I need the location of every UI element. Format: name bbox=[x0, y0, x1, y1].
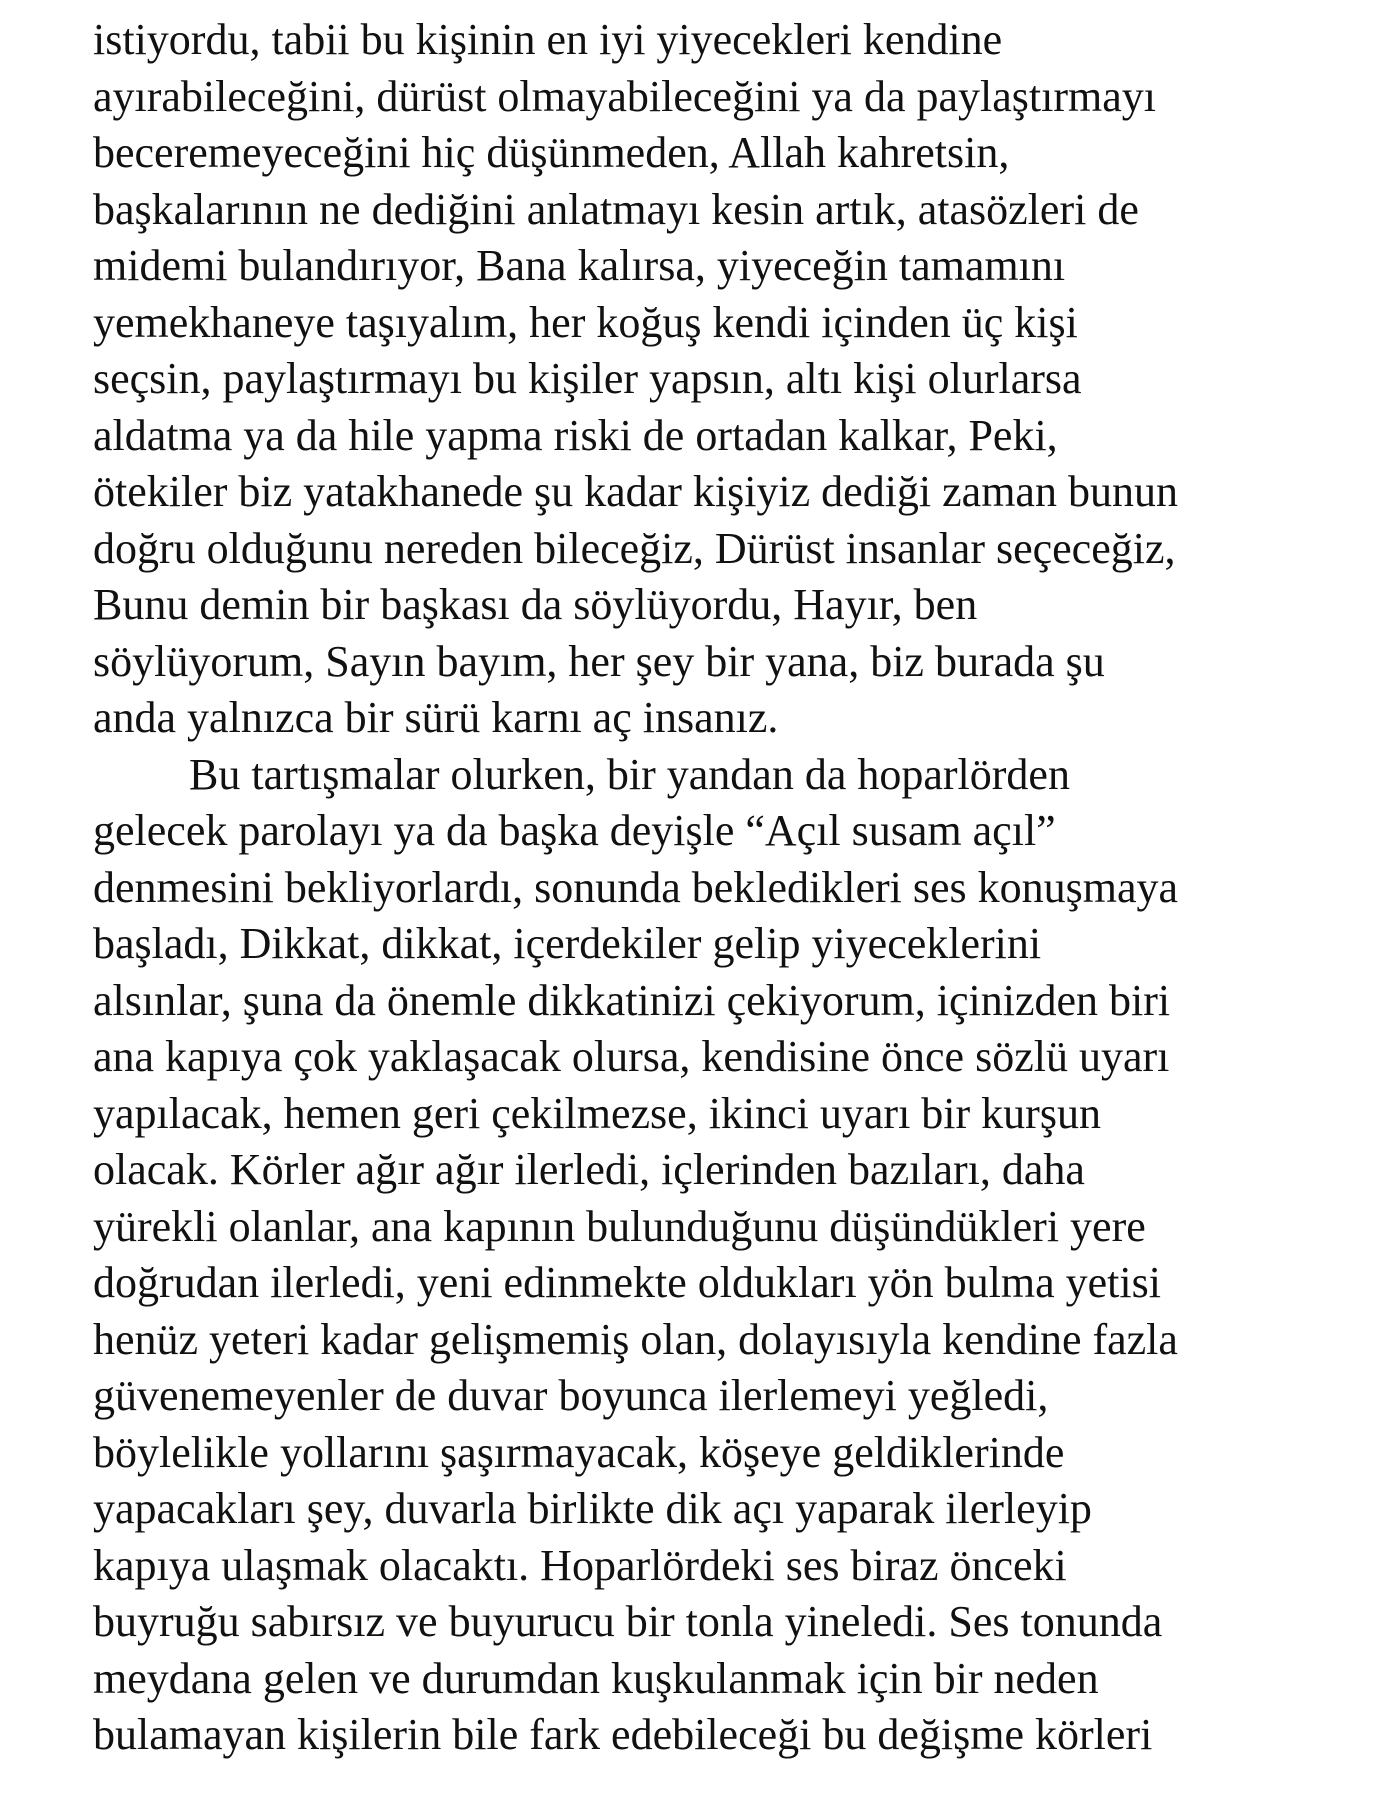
text-line: gelecek parolayı ya da başka deyişle “Açıl susam açıl” bbox=[93, 806, 1056, 855]
text-line: alsınlar, şuna da önemle dikkatinizi çekiyorum, içinizden biri bbox=[93, 975, 1171, 1025]
text-line: beceremeyeceğini hiç düşünmeden, Allah kahretsin, bbox=[93, 128, 1010, 177]
text-line: güvenemeyenler de duvar boyunca ilerlemeyi yeğledi, bbox=[93, 1371, 1049, 1420]
text-line: yürekli olanlar, ana kapının bulunduğunu düşündükleri yere bbox=[93, 1201, 1146, 1251]
text-line: kapıya ulaşmak olacaktı. Hoparlördeki ses biraz önceki bbox=[93, 1540, 1067, 1590]
text-line: buyruğu sabırsız ve buyurucu bir tonla yineledi. Ses tonunda bbox=[93, 1597, 1163, 1646]
text-line: midemi bulandırıyor, Bana kalırsa, yiyeceğin tamamını bbox=[93, 241, 1066, 290]
text-line: başladı, Dikkat, dikkat, içerdekiler gelip yiyeceklerini bbox=[93, 919, 1042, 968]
paragraph-start-line: Bu tartışmalar olurken, bir yandan da hoparlörden bbox=[189, 749, 1070, 799]
text-line: aldatma ya da hile yapma riski de ortadan kalkar, Peki, bbox=[93, 410, 1058, 460]
text-line: Bunu demin bir başkası da söylüyordu, Hayır, ben bbox=[93, 580, 978, 629]
text-line: başkalarının ne dediğini anlatmayı kesin artık, atasözleri de bbox=[93, 184, 1139, 234]
text-line: yapılacak, hemen geri çekilmezse, ikinci uyarı bir kurşun bbox=[93, 1088, 1101, 1138]
text-line: yapacakları şey, duvarla birlikte dik açı yaparak ilerleyip bbox=[93, 1484, 1092, 1533]
text-line: ana kapıya çok yaklaşacak olursa, kendisine önce sözlü uyarı bbox=[93, 1032, 1170, 1081]
text-line: söylüyorum, Sayın bayım, her şey bir yana, biz burada şu bbox=[93, 636, 1105, 686]
text-line: istiyordu, tabii bu kişinin en iyi yiyecekleri kendine bbox=[93, 15, 1003, 64]
text-line: ötekiler biz yatakhanede şu kadar kişiyiz dediği zaman bunun bbox=[93, 467, 1178, 516]
document-page bbox=[93, 12, 1323, 1764]
text-line: doğrudan ilerledi, yeni edinmekte oldukları yön bulma yetisi bbox=[93, 1258, 1161, 1307]
text-line: yemekhaneye taşıyalım, her koğuş kendi içinden üç kişi bbox=[93, 297, 1078, 347]
text-line: denmesini bekliyorlardı, sonunda bekledikleri ses konuşmaya bbox=[93, 862, 1179, 912]
text-line: henüz yeteri kadar gelişmemiş olan, dolayısıyla kendine fazla bbox=[93, 1314, 1178, 1364]
text-line: olacak. Körler ağır ağır ilerledi, içlerinden bazıları, daha bbox=[93, 1145, 1085, 1194]
text-line: böylelikle yollarını şaşırmayacak, köşeye geldiklerinde bbox=[93, 1427, 1065, 1477]
text-line: doğru olduğunu nereden bileceğiz, Dürüst insanlar seçeceğiz, bbox=[93, 523, 1176, 573]
text-line: bulamayan kişilerin bile fark edebileceği bu değişme körleri bbox=[93, 1710, 1153, 1759]
text-line: ayırabileceğini, dürüst olmayabileceğini ya da paylaştırmayı bbox=[93, 71, 1156, 121]
text-line: anda yalnızca bir sürü karnı aç insanız. bbox=[93, 693, 779, 742]
text-line: seçsin, paylaştırmayı bu kişiler yapsın, altı kişi olurlarsa bbox=[93, 354, 1082, 403]
text-line: meydana gelen ve durumdan kuşkulanmak için bir neden bbox=[93, 1653, 1099, 1703]
